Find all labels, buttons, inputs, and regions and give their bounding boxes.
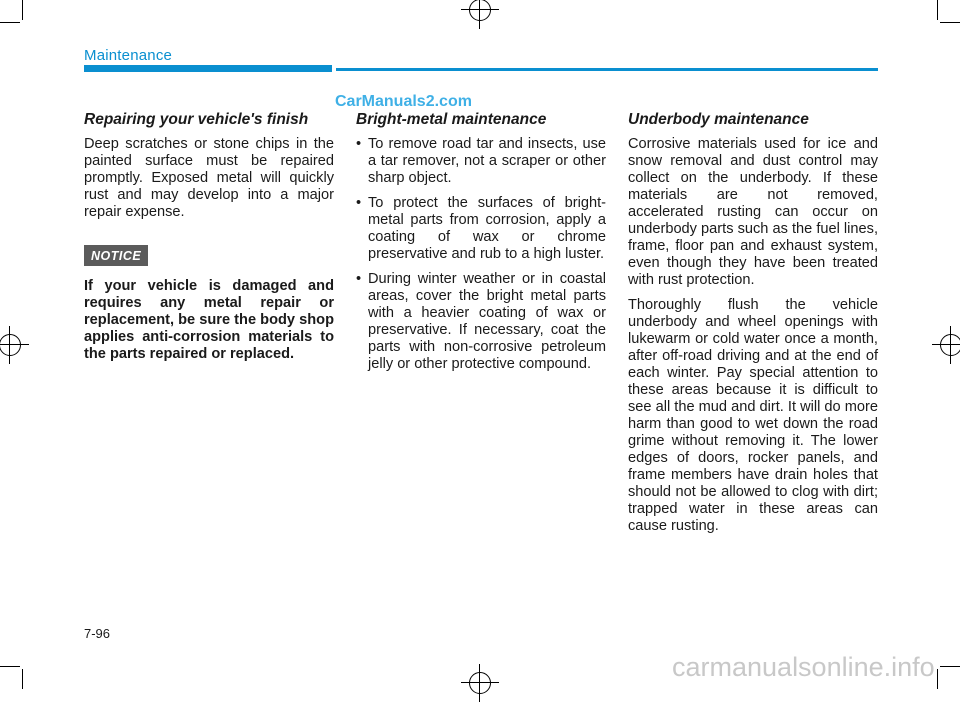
watermark-top: CarManuals2.com <box>335 93 472 110</box>
crop-mark <box>937 669 938 689</box>
notice-text: If your vehicle is damaged and requires any metal repair or replacement, be sure the body shop applies anti-corrosion materials to the parts repaired or replaced. <box>84 278 334 362</box>
registration-mark-icon <box>0 334 21 356</box>
list-item: • To protect the surfaces of bright-metal parts from corrosion, apply a coating of wax or chrome preservative and rub to a high luster. <box>356 195 606 263</box>
column-repair <box>84 110 334 363</box>
heading-bright-metal: Bright-metal maintenance <box>356 111 547 128</box>
heading-repair: Repairing your vehicle's finish <box>84 111 309 128</box>
heading-underbody: Underbody maintenance <box>628 111 809 128</box>
notice-badge: NOTICE <box>84 245 148 266</box>
section-title: Maintenance <box>84 47 173 64</box>
registration-mark-icon <box>940 334 960 356</box>
column-bright-metal <box>356 110 606 381</box>
page-number: 7-96 <box>84 626 111 641</box>
crop-mark <box>940 666 960 667</box>
watermark-bottom: carmanualsonline.info <box>672 652 935 682</box>
list-item: • To remove road tar and insects, use a tar remover, not a scraper or other sharp object. <box>356 136 606 187</box>
paragraph-underbody-2: Thoroughly flush the vehicle underbody and wheel openings with lukewarm or cold water once a month, after off-road driving and at the end of each winter. Pay special attention to these areas because it is difficult to see all the mud and dirt. It will do more harm than good to wet down the road grime without removing it. The lower edges of doors, rocker panels, and frame members have drain holes that should not be allowed to clog with dirt; trapped water in these areas can cause rusting. <box>628 297 878 534</box>
registration-mark-icon <box>469 0 491 21</box>
paragraph-repair: Deep scratches or stone chips in the painted surface must be repaired promptly. Exposed metal will quickly rust and may develop into a major repair expense. <box>84 136 334 220</box>
bullet-list <box>356 136 606 373</box>
crop-mark <box>940 22 960 23</box>
paragraph-underbody-1: Corrosive materials used for ice and snow removal and dust control may collect on the underbody. If these materials are not removed, accelerated rusting can occur on underbody parts such as the fuel lines, frame, floor pan and exhaust system, even though they have been treated with rust protection. <box>628 136 878 288</box>
list-item: • During winter weather or in coastal areas, cover the bright metal parts with a heavier coating of wax or preservative. If necessary, coat the parts with non-corrosive petroleum jelly or other protective compound. <box>356 271 606 373</box>
header-rule-thick <box>84 65 332 72</box>
crop-mark <box>0 22 20 23</box>
crop-mark <box>22 0 23 20</box>
registration-mark-icon <box>469 672 491 694</box>
crop-mark <box>22 669 23 689</box>
crop-mark <box>937 0 938 20</box>
column-underbody <box>628 110 878 535</box>
crop-mark <box>0 666 20 667</box>
header-rule-thin <box>336 68 878 71</box>
